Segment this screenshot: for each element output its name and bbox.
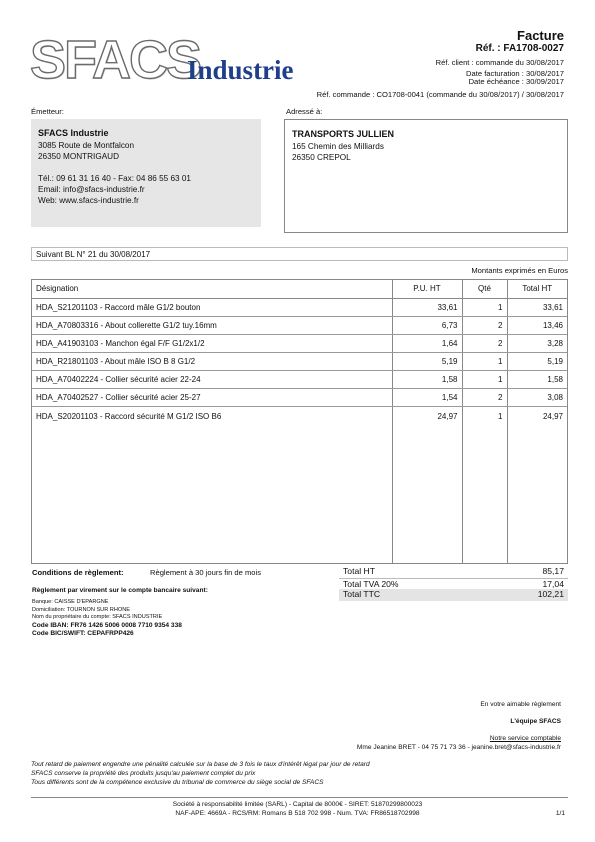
table-row [32,406,567,563]
table-row [32,334,567,352]
total-tva-value: 17,04 [542,578,564,589]
items-table [31,279,568,564]
table-row [32,388,567,406]
currency-note: Montants exprimés en Euros [471,266,568,275]
company-logo [30,28,330,92]
sender-address1: 3085 Route de Montfalcon [38,141,135,150]
sender-web: Web: www.sfacs-industrie.fr [38,196,139,205]
client-ref: Réf. client : commande du 30/08/2017 [435,58,564,67]
bank-bic: Code BIC/SWIFT: CEPAFRPP426 [32,630,134,637]
item-qty: 2 [462,316,507,334]
footer-divider [31,797,568,798]
sender-email: Email: info@sfacs-industrie.fr [38,185,145,194]
bank-name: Banque: CAISSE D'EPARGNE [32,599,109,605]
signature-contact: Mme Jeanine BRET - 04 75 71 73 36 - jeanine.bret@sfacs-industrie.fr [356,744,561,751]
item-qty: 1 [462,406,507,563]
total-ttc-label: Total TTC [343,589,381,599]
legal-line: SFACS conserve la propriété des produits jusqu'au paiement complet du prix [31,770,256,777]
recipient-label: Adressé à: [286,107,323,116]
total-ht-value: 85,17 [542,566,564,576]
recipient-name: TRANSPORTS JULLIEN [292,129,395,139]
total-ttc-row [339,589,568,601]
total-ht-label: Total HT [343,566,375,576]
item-total: 24,97 [507,406,567,563]
item-designation: HDA_S21201103 - Raccord mâle G1/2 bouton [32,298,392,316]
item-unit-price: 5,19 [392,352,462,370]
item-total: 13,46 [507,316,567,334]
item-qty: 1 [462,370,507,388]
order-ref: Réf. commande : CO1708-0041 (commande du 30/08/2017) / 30/08/2017 [316,90,564,99]
bank-heading: Règlement par virement sur le compte bancaire suivant: [32,587,208,594]
sender-phone: Tél.: 09 61 31 16 40 - Fax: 04 86 55 63 01 [38,174,191,183]
item-unit-price: 6,73 [392,316,462,334]
due-date: Date échéance : 30/09/2017 [468,77,564,86]
payment-terms-value: Règlement à 30 jours fin de mois [150,568,262,577]
bank-iban: Code IBAN: FR76 1426 5006 0008 7710 9354 338 [32,622,182,629]
item-total: 1,58 [507,370,567,388]
item-total: 3,28 [507,334,567,352]
footer-line2: NAF-APE: 4669A - RCS/RM: Romans B 518 702 998 - Num. TVA: FR86518702998 [175,810,420,817]
total-tva-label: Total TVA 20% [343,578,399,589]
table-row [32,298,567,316]
sender-block [31,119,261,227]
sender-name: SFACS Industrie [38,128,109,138]
item-unit-price: 1,64 [392,334,462,352]
item-designation: HDA_A70803316 - About collerette G1/2 tuy.16mm [32,316,392,334]
sender-address2: 26350 MONTRIGAUD [38,152,119,161]
item-total: 33,61 [507,298,567,316]
page-number: 1/1 [555,810,565,817]
total-ht-row [339,566,568,578]
recipient-address2: 26350 CREPOL [292,153,351,162]
item-total: 5,19 [507,352,567,370]
col-total: Total HT [507,280,567,298]
item-unit-price: 33,61 [392,298,462,316]
signature-service: Notre service comptable [489,735,561,742]
invoice-date: Date facturation : 30/08/2017 [466,69,564,78]
totals-block [339,566,568,601]
item-designation: HDA_S20201103 - Raccord sécurité M G1/2 ISO B6 [36,411,222,421]
col-unit-price: P.U. HT [392,280,462,298]
bank-owner: Nom du propriétaire du compte: SFACS INDUSTRIE [32,614,163,620]
payment-terms-label: Conditions de règlement: [32,568,124,577]
item-designation: HDA_A41903103 - Manchon égal F/F G1/2x1/2 [32,334,392,352]
table-row [32,370,567,388]
logo-wordmark: SFACS [30,30,201,90]
col-qty: Qté [462,280,507,298]
item-unit-price: 1,58 [392,370,462,388]
item-qty: 2 [462,334,507,352]
total-ttc-value: 102,21 [537,589,564,599]
item-qty: 1 [462,352,507,370]
table-header-row [32,280,567,298]
item-unit-price: 1,54 [392,388,462,406]
signature-team: L'équipe SFACS [510,718,561,725]
legal-line: Tous différents sont de la compétence exclusive du tribunal de commerce du siège social de SFACS [31,779,324,786]
bank-domiciliation: Domiciliation: TOURNON SUR RHONE [32,607,131,613]
total-tva-row [339,578,568,590]
item-total: 3,08 [507,388,567,406]
legal-line: Tout retard de paiement engendre une pénalité calculée sur la base de 3 fois le taux d'intérêt légal par jour de retard [31,761,370,768]
document-title: Facture [517,28,564,43]
delivery-note: Suivant BL N° 21 du 30/08/2017 [31,247,568,261]
footer-line1: Société à responsabilité limitée (SARL) - Capital de 8000€ - SIRET: 51870299800023 [172,801,423,808]
item-designation: HDA_A70402527 - Collier sécurité acier 25-27 [32,388,392,406]
item-designation: HDA_A70402224 - Collier sécurité acier 22-24 [32,370,392,388]
table-row [32,316,567,334]
item-designation: HDA_R21801103 - About mâle ISO B 8 G1/2 [32,352,392,370]
col-designation: Désignation [32,280,392,298]
table-row [32,352,567,370]
item-qty: 2 [462,388,507,406]
item-unit-price: 24,97 [392,406,462,563]
recipient-address1: 165 Chemin des Milliards [292,142,384,151]
item-qty: 1 [462,298,507,316]
logo-suffix: Industrie [187,55,294,85]
recipient-block [284,119,568,233]
invoice-ref: Réf. : FA1708-0027 [475,43,564,54]
sender-label: Émetteur: [31,107,64,116]
greeting: En votre aimable règlement [480,701,561,708]
